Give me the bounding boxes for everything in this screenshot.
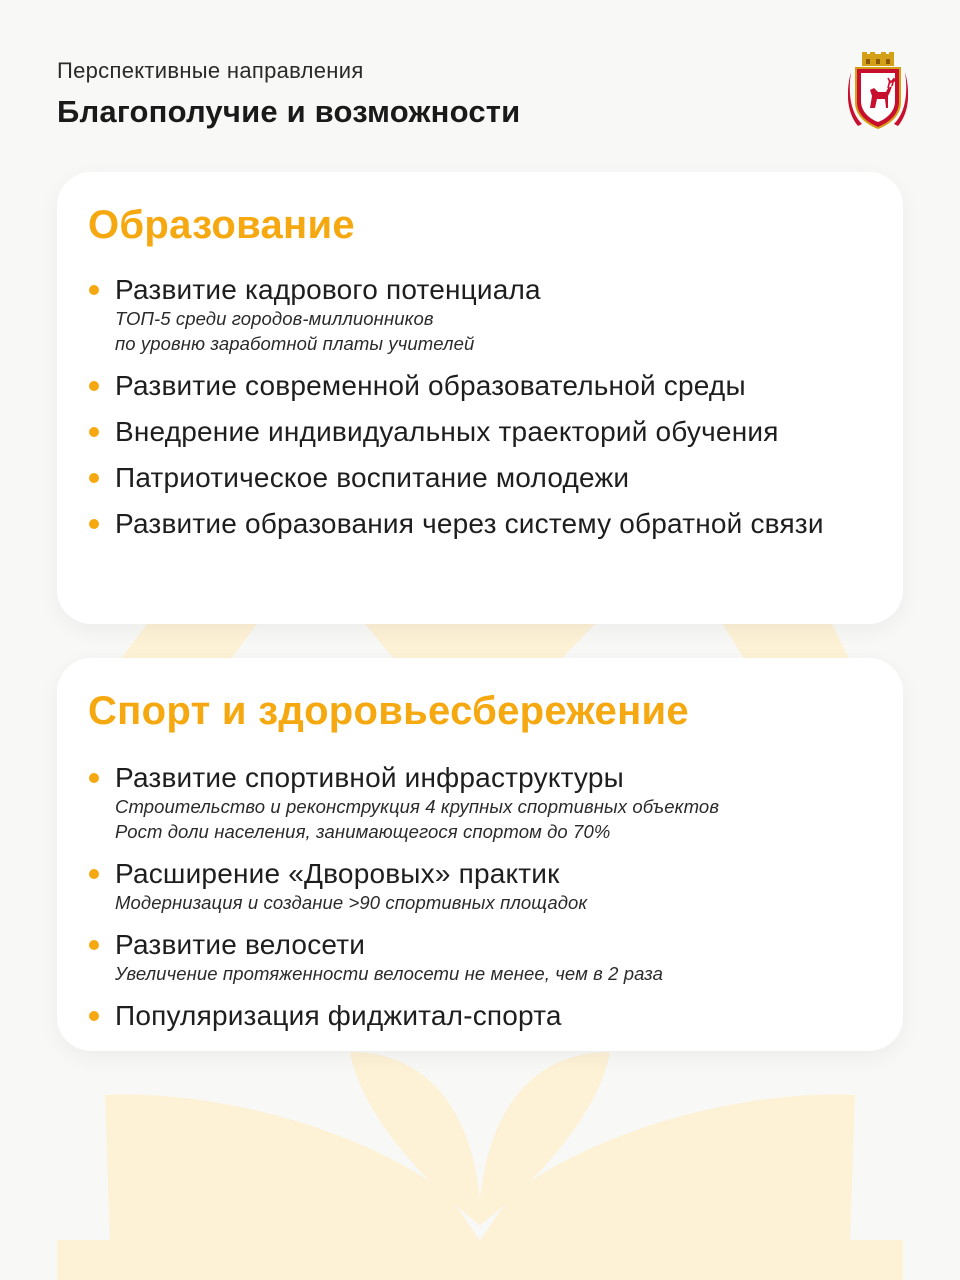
sport-card — [57, 658, 903, 1051]
list-item — [88, 929, 873, 986]
education-card — [57, 172, 903, 624]
list-item — [88, 858, 873, 915]
list-item-text: Популяризация фиджитал-спорта — [115, 1000, 562, 1031]
list-item-text: Развитие спортивной инфраструктуры — [115, 762, 624, 793]
coat-of-arms-icon — [848, 52, 908, 130]
list-item-note: Модернизация и создание >90 спортивных площадок — [115, 892, 588, 913]
list-item-text: Развитие велосети — [115, 929, 366, 960]
list-item — [88, 416, 873, 448]
sport-list — [88, 762, 873, 1032]
sport-title: Спорт и здоровьесбережение — [88, 689, 689, 733]
list-item-note: Увеличение протяженности велосети не менее, чем в 2 раза — [115, 963, 664, 984]
education-list — [88, 274, 873, 540]
list-item-text: Развитие современной образовательной среды — [115, 370, 746, 401]
list-item-note: по уровню заработной платы учителей — [115, 333, 475, 354]
list-item — [88, 762, 873, 844]
education-title: Образование — [88, 203, 355, 247]
list-item-note: Рост доли населения, занимающегося спортом до 70% — [115, 821, 611, 842]
list-item — [88, 1000, 873, 1032]
list-item — [88, 462, 873, 494]
page-header — [57, 58, 520, 130]
page-subtitle: Перспективные направления — [57, 58, 364, 83]
page-title: Благополучие и возможности — [57, 94, 521, 129]
list-item — [88, 370, 873, 402]
list-item-text: Внедрение индивидуальных траекторий обучения — [115, 416, 779, 447]
list-item-note: Строительство и реконструкция 4 крупных спортивных объектов — [115, 796, 720, 817]
list-item-text: Расширение «Дворовых» практик — [115, 858, 560, 889]
list-item-note: ТОП-5 среди городов-миллионников — [115, 308, 434, 329]
list-item — [88, 274, 873, 356]
list-item — [88, 508, 873, 540]
list-item-text: Развитие образования через систему обратной связи — [115, 508, 824, 539]
list-item-text: Патриотическое воспитание молодежи — [115, 462, 630, 493]
list-item-text: Развитие кадрового потенциала — [115, 274, 541, 305]
